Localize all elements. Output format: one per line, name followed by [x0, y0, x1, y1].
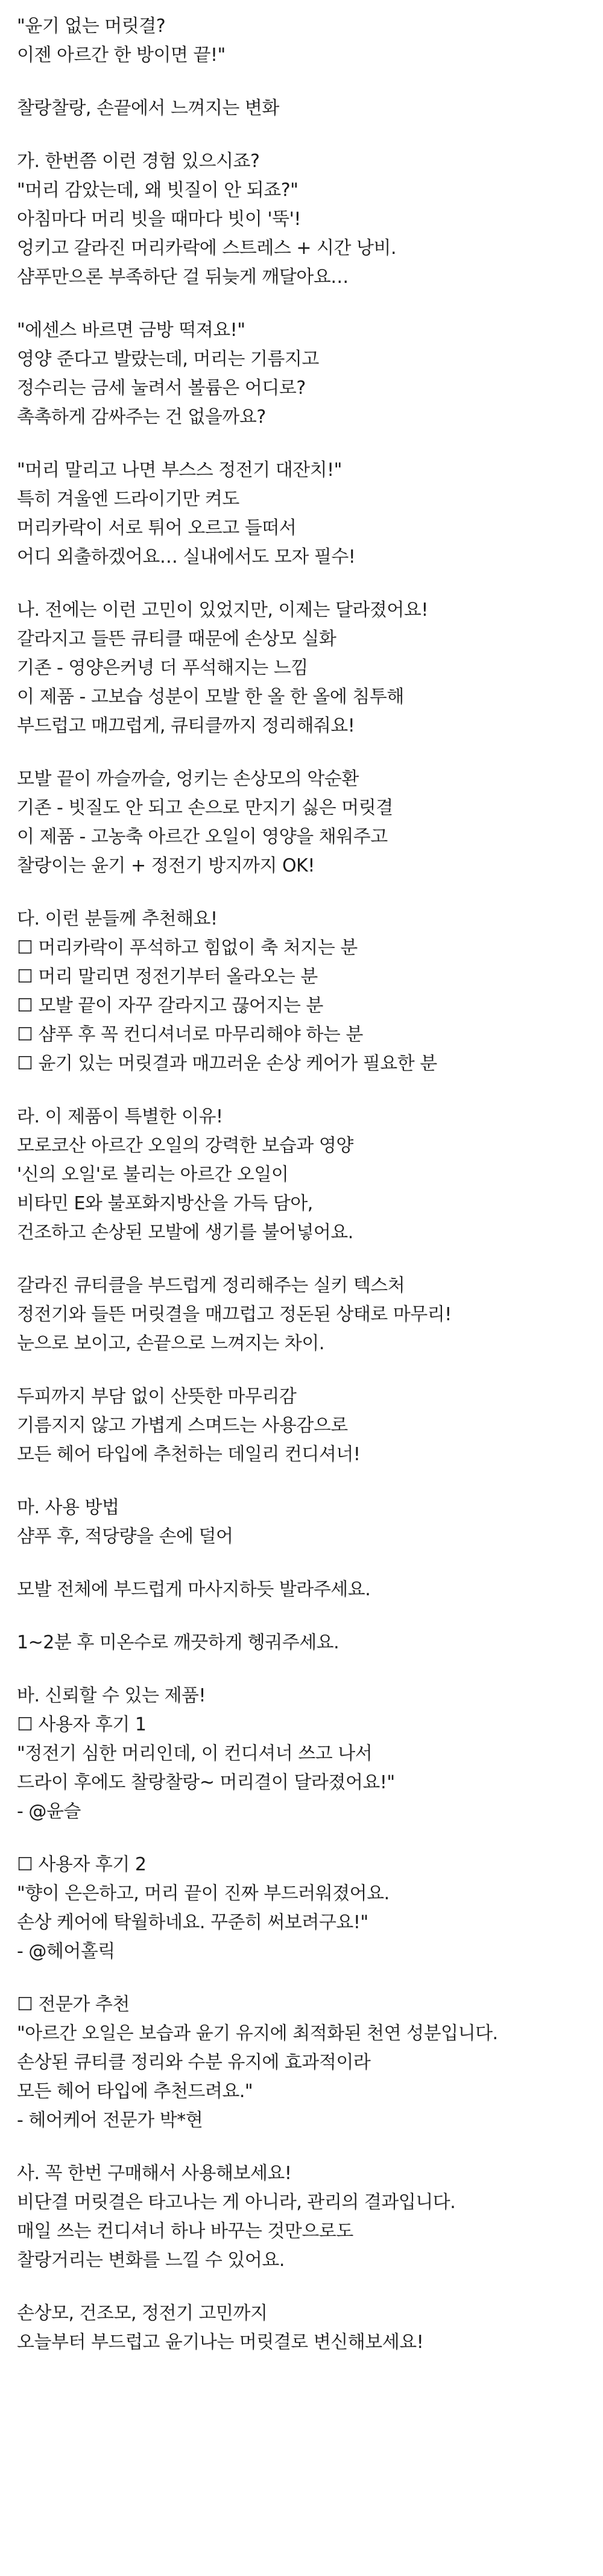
paragraph-block [17, 1682, 586, 1826]
paragraph-gap [17, 70, 586, 94]
text-line: ☐ 사용자 후기 2 [17, 1854, 147, 1875]
paragraph-gap [17, 1247, 586, 1271]
text-line: 샴푸만으론 부족하단 걸 뒤늦게 깨달아요… [17, 267, 349, 288]
text-line: 어디 외출하겠어요… 실내에서도 모자 필수! [17, 546, 356, 568]
text-line: 이 제품 - 고농축 아르간 오일이 영양을 채워주고 [17, 826, 388, 847]
paragraph-gap [17, 2275, 586, 2299]
text-line: 가. 한번쯤 이런 경험 있으시죠? [17, 151, 260, 172]
paragraph-gap [17, 1604, 586, 1628]
text-line: ☐ 모발 끝이 자꾸 갈라지고 끊어지는 분 [17, 995, 323, 1016]
paragraph-block [17, 1575, 586, 1604]
text-line: ☐ 머리 말리면 정전기부터 올라오는 분 [17, 966, 318, 987]
text-line: - @헤어홀릭 [17, 1941, 115, 1962]
text-line: 나. 전에는 이런 고민이 있었지만, 이제는 달라졌어요! [17, 600, 428, 621]
text-line: 드라이 후에도 찰랑찰랑~ 머리결이 달라졌어요!" [17, 1772, 395, 1793]
paragraph-block [17, 1990, 586, 2135]
paragraph-gap [17, 572, 586, 596]
text-line: 영양 준다고 발랐는데, 머리는 기름지고 [17, 349, 319, 370]
text-line: 엉키고 갈라진 머리카락에 스트레스 + 시간 낭비. [17, 238, 397, 259]
text-line: 찰랑거리는 변화를 느낄 수 있어요. [17, 2250, 285, 2271]
paragraph-gap [17, 881, 586, 905]
paragraph-block [17, 2299, 586, 2357]
text-line: 두피까지 부담 없이 산뜻한 마무리감 [17, 1386, 297, 1407]
paragraph-block [17, 12, 586, 70]
paragraph-block [17, 1628, 586, 1657]
text-line: "에센스 바르면 금방 떡져요!" [17, 320, 245, 341]
text-line: ☐ 윤기 있는 머릿결과 매끄러운 손상 케어가 필요한 분 [17, 1053, 437, 1074]
text-line: 부드럽고 매끄럽게, 큐티클까지 정리해줘요! [17, 715, 355, 736]
text-line: 이젠 아르간 한 방이면 끝!" [17, 45, 226, 66]
text-line: 눈으로 보이고, 손끝으로 느껴지는 차이. [17, 1333, 324, 1354]
text-line: ☐ 전문가 추천 [17, 1994, 130, 2015]
paragraph-gap [17, 432, 586, 456]
paragraph-block [17, 94, 586, 123]
paragraph-gap [17, 1358, 586, 1382]
text-line: 찰랑이는 윤기 + 정전기 방지까지 OK! [17, 855, 315, 876]
text-line: 손상된 큐티클 정리와 수분 유지에 효과적이라 [17, 2052, 371, 2073]
text-line: 샴푸 후, 적당량을 손에 덜어 [17, 1526, 233, 1547]
text-line: 이 제품 - 고보습 성분이 모발 한 올 한 올에 침투해 [17, 686, 404, 707]
paragraph-block [17, 456, 586, 572]
text-line: 매일 쓰는 컨디셔너 하나 바꾸는 것만으로도 [17, 2221, 353, 2242]
paragraph-gap [17, 1657, 586, 1682]
text-line: 모로코산 아르간 오일의 강력한 보습과 영양 [17, 1135, 353, 1156]
text-line: ☐ 샴푸 후 꼭 컨디셔너로 마무리해야 하는 분 [17, 1024, 363, 1045]
text-line: 라. 이 제품이 특별한 이유! [17, 1106, 223, 1127]
paragraph-gap [17, 2135, 586, 2159]
paragraph-block [17, 316, 586, 432]
text-line: 바. 신뢰할 수 있는 제품! [17, 1685, 206, 1706]
paragraph-gap [17, 1826, 586, 1850]
text-line: 모든 헤어 타입에 추천하는 데일리 컨디셔너! [17, 1444, 361, 1465]
text-line: ☐ 사용자 후기 1 [17, 1714, 147, 1735]
text-line: 촉촉하게 감싸주는 건 없을까요? [17, 407, 266, 428]
text-line: "향이 은은하고, 머리 끝이 진짜 부드러워졌어요. [17, 1883, 390, 1904]
text-line: 사. 꼭 한번 구매해서 사용해보세요! [17, 2163, 292, 2184]
paragraph-block [17, 1271, 586, 1358]
text-line: 기존 - 영양은커녕 더 푸석해지는 느낌 [17, 657, 308, 679]
paragraph-block [17, 147, 586, 292]
text-line: "윤기 없는 머릿결? [17, 16, 166, 37]
paragraph-block [17, 1382, 586, 1469]
paragraph-block [17, 1103, 586, 1247]
text-line: 정전기와 들뜬 머릿결을 매끄럽고 정돈된 상태로 마무리! [17, 1304, 452, 1325]
paragraph-gap [17, 123, 586, 147]
paragraph-block [17, 2159, 586, 2275]
text-line: 특히 겨울엔 드라이기만 켜도 [17, 489, 239, 510]
text-line: 정수리는 금세 눌려서 볼륨은 어디로? [17, 378, 306, 399]
text-line: 모발 전체에 부드럽게 마사지하듯 발라주세요. [17, 1579, 371, 1600]
paragraph-gap [17, 1551, 586, 1575]
text-line: - @윤슬 [17, 1801, 81, 1822]
paragraph-gap [17, 741, 586, 765]
paragraph-gap [17, 1469, 586, 1493]
text-line: 다. 이런 분들께 추천해요! [17, 908, 218, 929]
text-line: 손상모, 건조모, 정전기 고민까지 [17, 2303, 268, 2324]
text-line: 기름지지 않고 가볍게 스며드는 사용감으로 [17, 1415, 348, 1436]
text-line: 찰랑찰랑, 손끝에서 느껴지는 변화 [17, 98, 279, 119]
text-line: "아르간 오일은 보습과 윤기 유지에 최적화된 천연 성분입니다. [17, 2023, 498, 2044]
paragraph-gap [17, 292, 586, 316]
text-line: 비타민 E와 불포화지방산을 가득 담아, [17, 1193, 313, 1214]
paragraph-block [17, 765, 586, 881]
paragraph-block [17, 1493, 586, 1551]
paragraph-gap [17, 1078, 586, 1103]
text-line: 마. 사용 방법 [17, 1497, 119, 1518]
text-line: 1~2분 후 미온수로 깨끗하게 헹궈주세요. [17, 1632, 339, 1653]
text-line: 머리카락이 서로 튀어 오르고 들떠서 [17, 517, 297, 539]
text-line: 오늘부터 부드럽고 윤기나는 머릿결로 변신해보세요! [17, 2332, 424, 2353]
paragraph-block [17, 596, 586, 741]
text-line: '신의 오일'로 불리는 아르간 오일이 [17, 1164, 289, 1185]
text-line: - 헤어케어 전문가 박*현 [17, 2110, 203, 2131]
text-line: 건조하고 손상된 모발에 생기를 불어넣어요. [17, 1222, 353, 1243]
text-line: 갈라지고 들뜬 큐티클 때문에 손상모 실화 [17, 628, 336, 650]
paragraph-block [17, 1850, 586, 1966]
paragraph-gap [17, 1966, 586, 1990]
text-line: 모든 헤어 타입에 추천드려요." [17, 2081, 253, 2102]
text-line: ☐ 머리카락이 푸석하고 힘없이 축 처지는 분 [17, 937, 358, 958]
paragraph-block [17, 905, 586, 1078]
text-line: "머리 감았는데, 왜 빗질이 안 되죠?" [17, 180, 298, 201]
text-line: 아침마다 머리 빗을 때마다 빗이 '뚝'! [17, 209, 301, 230]
text-line: 기존 - 빗질도 안 되고 손으로 만지기 싫은 머릿결 [17, 797, 393, 818]
text-line: 손상 케어에 탁월하네요. 꾸준히 써보려구요!" [17, 1912, 368, 1933]
text-line: "머리 말리고 나면 부스스 정전기 대잔치!" [17, 460, 342, 481]
text-line: 비단결 머릿결은 타고나는 게 아니라, 관리의 결과입니다. [17, 2192, 456, 2213]
text-line: "정전기 심한 머리인데, 이 컨디셔너 쓰고 나서 [17, 1743, 373, 1764]
text-line: 모발 끝이 까슬까슬, 엉키는 손상모의 악순환 [17, 768, 359, 790]
text-line: 갈라진 큐티클을 부드럽게 정리해주는 실키 텍스처 [17, 1275, 405, 1296]
